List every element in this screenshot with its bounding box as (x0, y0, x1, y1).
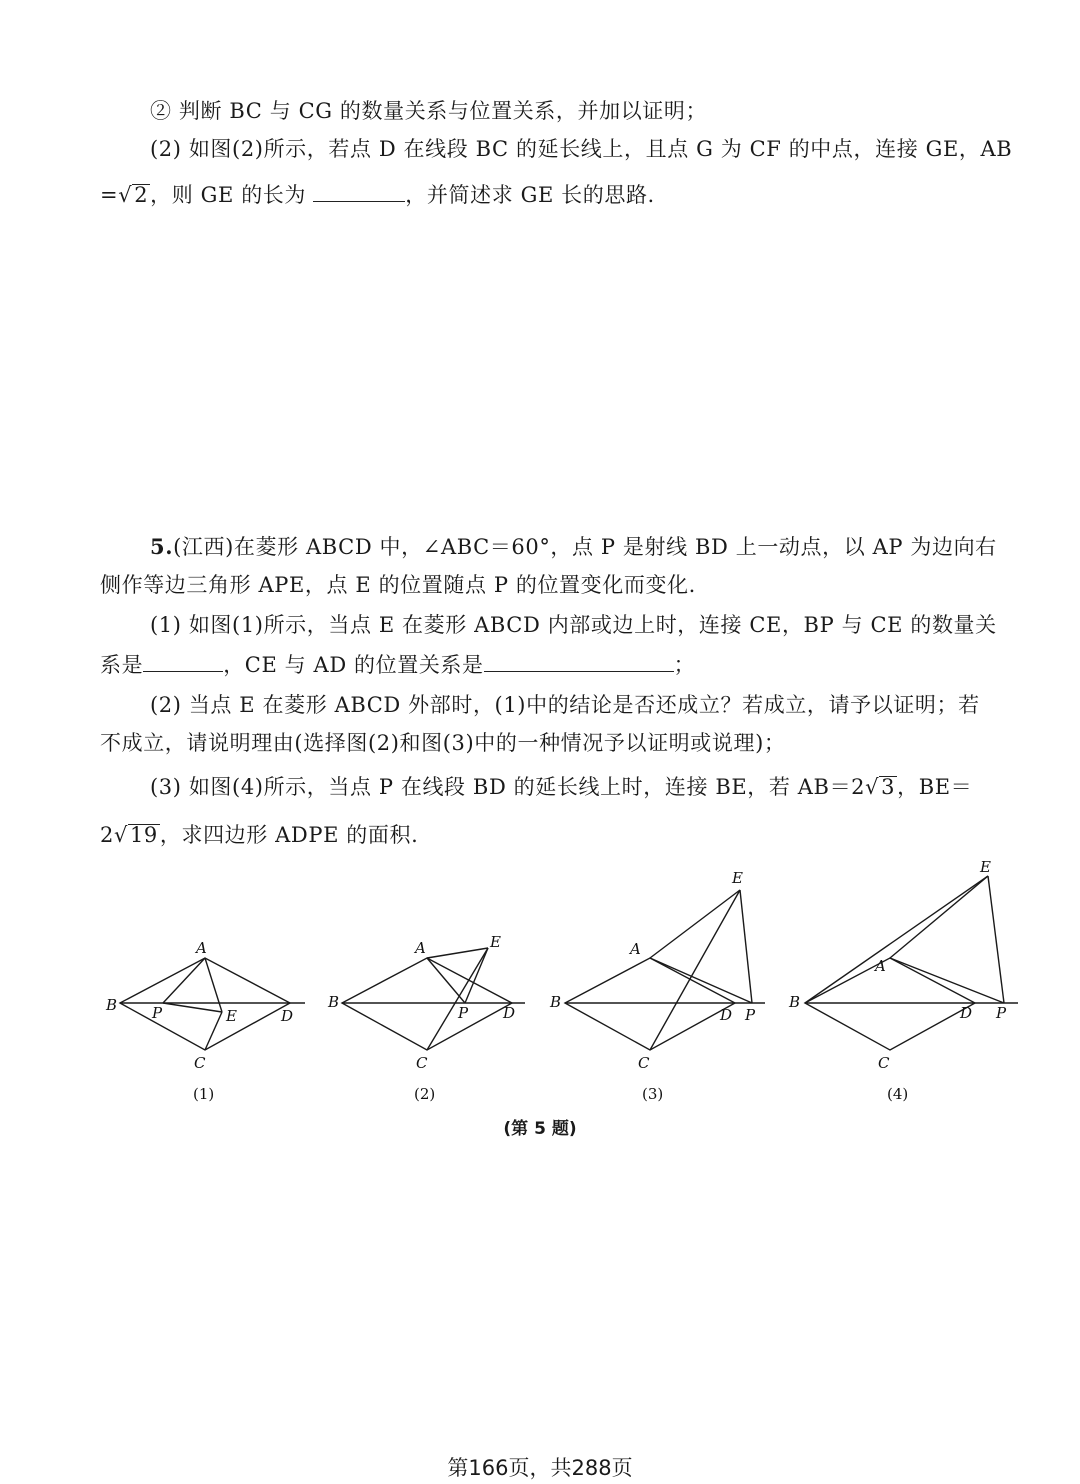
label-P: P (996, 1004, 1007, 1022)
figure-caption-3: (3) (642, 1085, 664, 1103)
label-E: E (980, 858, 991, 876)
label-D: D (281, 1007, 294, 1025)
label-P: P (458, 1004, 469, 1022)
q4-part2-line1: (2) 如图(2)所示，若点 D 在线段 BC 的延长线上，且点 G 为 CF 的中点，连接 GE，AB (150, 137, 1013, 161)
label-A: A (875, 957, 886, 975)
label-B: B (328, 993, 340, 1011)
label-B: B (106, 996, 118, 1014)
label-C: C (638, 1054, 650, 1072)
label-P: P (745, 1006, 756, 1024)
q5-part3-line2: 2√19，求四边形 ADPE 的面积. (100, 823, 419, 847)
answer-blank[interactable] (313, 181, 405, 202)
label-B: B (550, 993, 562, 1011)
figure-2 (342, 948, 525, 1050)
label-C: C (416, 1054, 428, 1072)
figure-3 (565, 890, 765, 1050)
figures-svg (0, 850, 1080, 1110)
q5-intro-line1: 5.(江西)在菱形 ABCD 中，∠ABC＝60°，点 P 是射线 BD 上一动点，以 AP 为边向右 (150, 534, 997, 559)
q5-part1-line1: (1) 如图(1)所示，当点 E 在菱形 ABCD 内部或边上时，连接 CE，BP 与 CE 的数量关 (150, 613, 997, 637)
label-E: E (226, 1007, 237, 1025)
label-A: A (415, 939, 426, 957)
label-A: A (196, 939, 207, 957)
answer-blank[interactable] (484, 651, 674, 672)
q5-part2-line1: (2) 当点 E 在菱形 ABCD 外部时，(1)中的结论是否还成立？若成立，请予以证明；若 (150, 693, 980, 717)
figure-title: (第 5 题) (503, 1119, 577, 1139)
q5-intro-line2: 侧作等边三角形 APE，点 E 的位置随点 P 的位置变化而变化. (100, 573, 696, 597)
figure-1 (120, 958, 305, 1050)
answer-blank[interactable] (143, 651, 223, 672)
figure-caption-1: (1) (193, 1085, 215, 1103)
label-C: C (878, 1054, 890, 1072)
label-E: E (732, 869, 743, 887)
label-D: D (503, 1004, 516, 1022)
q5-part2-line2: 不成立，请说明理由(选择图(2)和图(3)中的一种情况予以证明或说理)； (100, 731, 786, 755)
label-D: D (960, 1004, 973, 1022)
q4-part1-2: ② 判断 BC 与 CG 的数量关系与位置关系，并加以证明； (150, 99, 708, 123)
label-P: P (152, 1004, 163, 1022)
label-D: D (720, 1006, 733, 1024)
page-footer: 第166页，共288页 (447, 1456, 633, 1480)
figure-4 (805, 876, 1018, 1050)
label-E: E (490, 933, 501, 951)
q5-part3-line1: (3) 如图(4)所示，当点 P 在线段 BD 的延长线上时，连接 BE，若 AB＝2√3，BE＝ (150, 775, 973, 799)
figure-caption-2: (2) (414, 1085, 436, 1103)
q5-part1-line2: 系是 ，CE 与 AD 的位置关系是 ； (100, 653, 696, 677)
label-C: C (194, 1054, 206, 1072)
label-A: A (630, 940, 641, 958)
figure-caption-4: (4) (887, 1085, 909, 1103)
q4-part2-line2: =√2，则 GE 的长为 ，并简述求 GE 长的思路. (100, 183, 655, 207)
label-B: B (789, 993, 801, 1011)
